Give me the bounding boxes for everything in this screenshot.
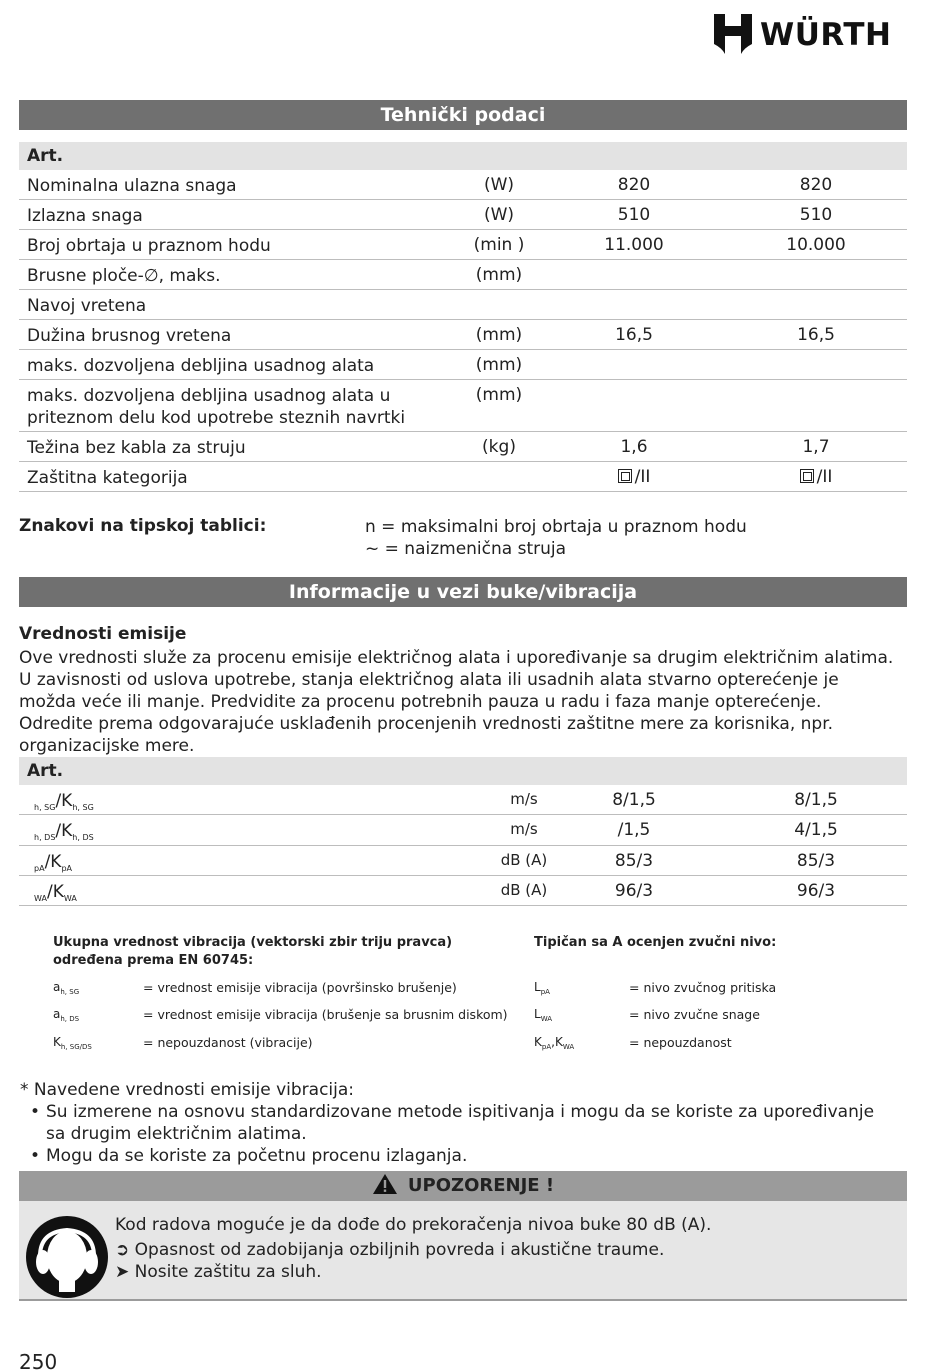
- row-label: Zaštitna kategorija: [27, 468, 188, 488]
- row-value-1: 820: [617, 175, 651, 195]
- row-unit: (kg): [482, 437, 516, 457]
- notes-bullet-2: Mogu da se koriste za početnu procenu izlaganja.: [46, 1146, 468, 1166]
- legend-left-title-2: određena prema EN 60745:: [53, 953, 254, 968]
- table-row: [19, 815, 907, 846]
- row-unit: (W): [483, 205, 515, 225]
- row-unit: dB (A): [500, 851, 548, 869]
- warning-header: [19, 1171, 907, 1201]
- legend-right-title: Tipičan sa A ocenjen zvučni nivo:: [534, 935, 777, 950]
- marks-label: Znakovi na tipskoj tablici:: [19, 516, 267, 536]
- legend-left-title-1: Ukupna vrednost vibracija (vektorski zbir triju pravca): [53, 935, 453, 950]
- bullet-icon: •: [30, 1102, 41, 1122]
- wurth-logo-mark-icon: [714, 14, 752, 54]
- legend-symbol: $K_{h, SG/DS}$: [53, 1035, 92, 1051]
- row-value-2: 8/1,5: [794, 790, 838, 810]
- row-unit: (min ): [473, 235, 525, 255]
- row-value-1: 8/1,5: [612, 790, 656, 810]
- row-label: Težina bez kabla za struju: [27, 438, 246, 458]
- emission-text: Ove vrednosti služe za procenu emisije električnog alata i upoređivanje sa drugim električnim alatima. U zavisnosti od uslova upotrebe, stanja električnog alata ili usadnih alata stvarno opterećenje je možda veće ili manje. Predvidite za procenu potrebnih pauza u radu i faza manje opterećenje. Odredite prema odgovarajuće usklađenih procenjenih vrednosti zaštitne mere za korisnika, npr. organizacijske mere.: [19, 648, 894, 756]
- emission-heading: Vrednosti emisije: [19, 624, 187, 644]
- legend-symbol: $a_{h, SG}$: [53, 980, 80, 996]
- table-row: [19, 290, 907, 320]
- row-value-2: [756, 467, 876, 487]
- row-value-1: 11.000: [604, 235, 664, 255]
- warning-line-3: Nosite zaštitu za sluh.: [134, 1262, 322, 1282]
- marks-line-2: ~ = naizmenična struja: [365, 539, 567, 559]
- row-value-2: 96/3: [796, 881, 836, 901]
- row-unit: m/s: [510, 790, 538, 808]
- legend-definition: = nepouzdanost (vibracije): [143, 1035, 313, 1050]
- table-row: [19, 785, 907, 815]
- row-label: Dužina brusnog vretena: [27, 326, 232, 346]
- table-row: [19, 230, 907, 260]
- warning-title: UPOZORENJE !: [407, 1175, 555, 1196]
- protection-class-icon: [618, 469, 632, 483]
- row-unit: (mm): [475, 325, 523, 345]
- table-row: [19, 260, 907, 290]
- row-value-1: [574, 467, 694, 487]
- marks-line-1: n = maksimalni broj obrtaja u praznom hodu: [365, 517, 747, 537]
- legend-symbol: $K_{pA},K_{WA}$: [534, 1035, 575, 1051]
- row-value-1: 510: [617, 205, 651, 225]
- warning-line-3-wrap: [115, 1261, 322, 1283]
- noise-section-title: Informacije u vezi buke/vibracija: [19, 577, 907, 607]
- row-label: Nominalna ulazna snaga: [27, 176, 237, 196]
- row-unit: (mm): [475, 355, 523, 375]
- warning-triangle-icon: [372, 1173, 398, 1195]
- page-number: 250: [19, 1350, 58, 1370]
- wurth-logo: [714, 14, 910, 56]
- emission-table: [19, 757, 907, 906]
- symbol-cell: $_{h, SG}/K_{h, SG}$: [34, 791, 94, 812]
- row-value-2: 820: [799, 175, 833, 195]
- notes-bullet-1: Su izmerene na osnovu standardizovane metode ispitivanja i mogu da se koriste za upoređivanje sa drugim električnim alatima.: [46, 1102, 875, 1144]
- protection-class-text: /II: [816, 467, 833, 487]
- row-value-2: 10.000: [786, 235, 846, 255]
- row-label: Izlazna snaga: [27, 206, 143, 226]
- row-value-2: 16,5: [797, 325, 835, 345]
- row-value-1: 16,5: [615, 325, 653, 345]
- protection-class-text: /II: [634, 467, 651, 487]
- table-row: [19, 380, 907, 432]
- row-value-1: 1,6: [620, 437, 648, 457]
- table-row: [19, 170, 907, 200]
- row-value-1: 96/3: [614, 881, 654, 901]
- warning-line-2: Opasnost od zadobijanja ozbiljnih povreda i akustične traume.: [134, 1240, 665, 1260]
- table-row: [19, 462, 907, 492]
- table-row: [19, 432, 907, 462]
- tech-art-header: Art.: [19, 142, 907, 170]
- row-label: maks. dozvoljena debljina usadnog alata u priteznom delu kod upotrebe steznih navrtki: [27, 386, 406, 428]
- legend-definition: = nivo zvučnog pritiska: [629, 980, 777, 995]
- arrow-circle-icon: ➲: [115, 1240, 130, 1260]
- table-row: [19, 350, 907, 380]
- row-value-2: 4/1,5: [794, 820, 838, 840]
- emission-art-header: Art.: [19, 757, 907, 785]
- bullet-icon: •: [30, 1146, 41, 1166]
- protection-class-icon: [800, 469, 814, 483]
- row-value-2: 85/3: [796, 851, 836, 871]
- row-value-1: /1,5: [617, 820, 651, 840]
- hearing-protection-icon: [26, 1216, 108, 1298]
- warning-line-1: Kod radova moguće je da dođe do prekoračenja nivoa buke 80 dB (A).: [115, 1215, 712, 1235]
- row-label: Broj obrtaja u praznom hodu: [27, 236, 271, 256]
- legend-symbol: $L_{WA}$: [534, 1007, 553, 1023]
- row-label: Brusne ploče-∅, maks.: [27, 266, 221, 286]
- table-row: [19, 200, 907, 230]
- row-label: maks. dozvoljena debljina usadnog alata: [27, 356, 375, 376]
- symbol-cell: $_{WA}/K_{WA}$: [34, 882, 77, 903]
- arrowhead-icon: ➤: [115, 1262, 130, 1282]
- tech-section-title: Tehnički podaci: [19, 100, 907, 130]
- legend-definition: = nivo zvučne snage: [629, 1007, 760, 1022]
- legend-definition: = vrednost emisije vibracija (površinsko brušenje): [143, 980, 457, 995]
- logo-text: WÜRTH: [760, 17, 892, 53]
- row-unit: (mm): [475, 385, 523, 405]
- row-unit: dB (A): [500, 881, 548, 899]
- row-unit: (mm): [475, 265, 523, 285]
- tech-table: [19, 142, 907, 492]
- legend-symbol: $L_{pA}$: [534, 980, 550, 996]
- row-value-2: 1,7: [802, 437, 830, 457]
- warning-line-2-wrap: [115, 1239, 664, 1261]
- row-value-1: 85/3: [614, 851, 654, 871]
- row-value-2: 510: [799, 205, 833, 225]
- row-unit: m/s: [510, 820, 538, 838]
- legend-definition: = vrednost emisije vibracija (brušenje sa brusnim diskom): [143, 1007, 508, 1022]
- row-unit: (W): [483, 175, 515, 195]
- table-row: [19, 320, 907, 350]
- notes-intro: * Navedene vrednosti emisije vibracija:: [20, 1080, 355, 1100]
- row-label: Navoj vretena: [27, 296, 147, 316]
- table-row: [19, 876, 907, 906]
- table-row: [19, 846, 907, 876]
- legend-symbol: $a_{h, DS}$: [53, 1007, 80, 1023]
- symbol-cell: $_{pA}/K_{pA}$: [34, 852, 73, 873]
- legend-definition: = nepouzdanost: [629, 1035, 732, 1050]
- symbol-cell: $_{h, DS}/K_{h, DS}$: [34, 821, 94, 842]
